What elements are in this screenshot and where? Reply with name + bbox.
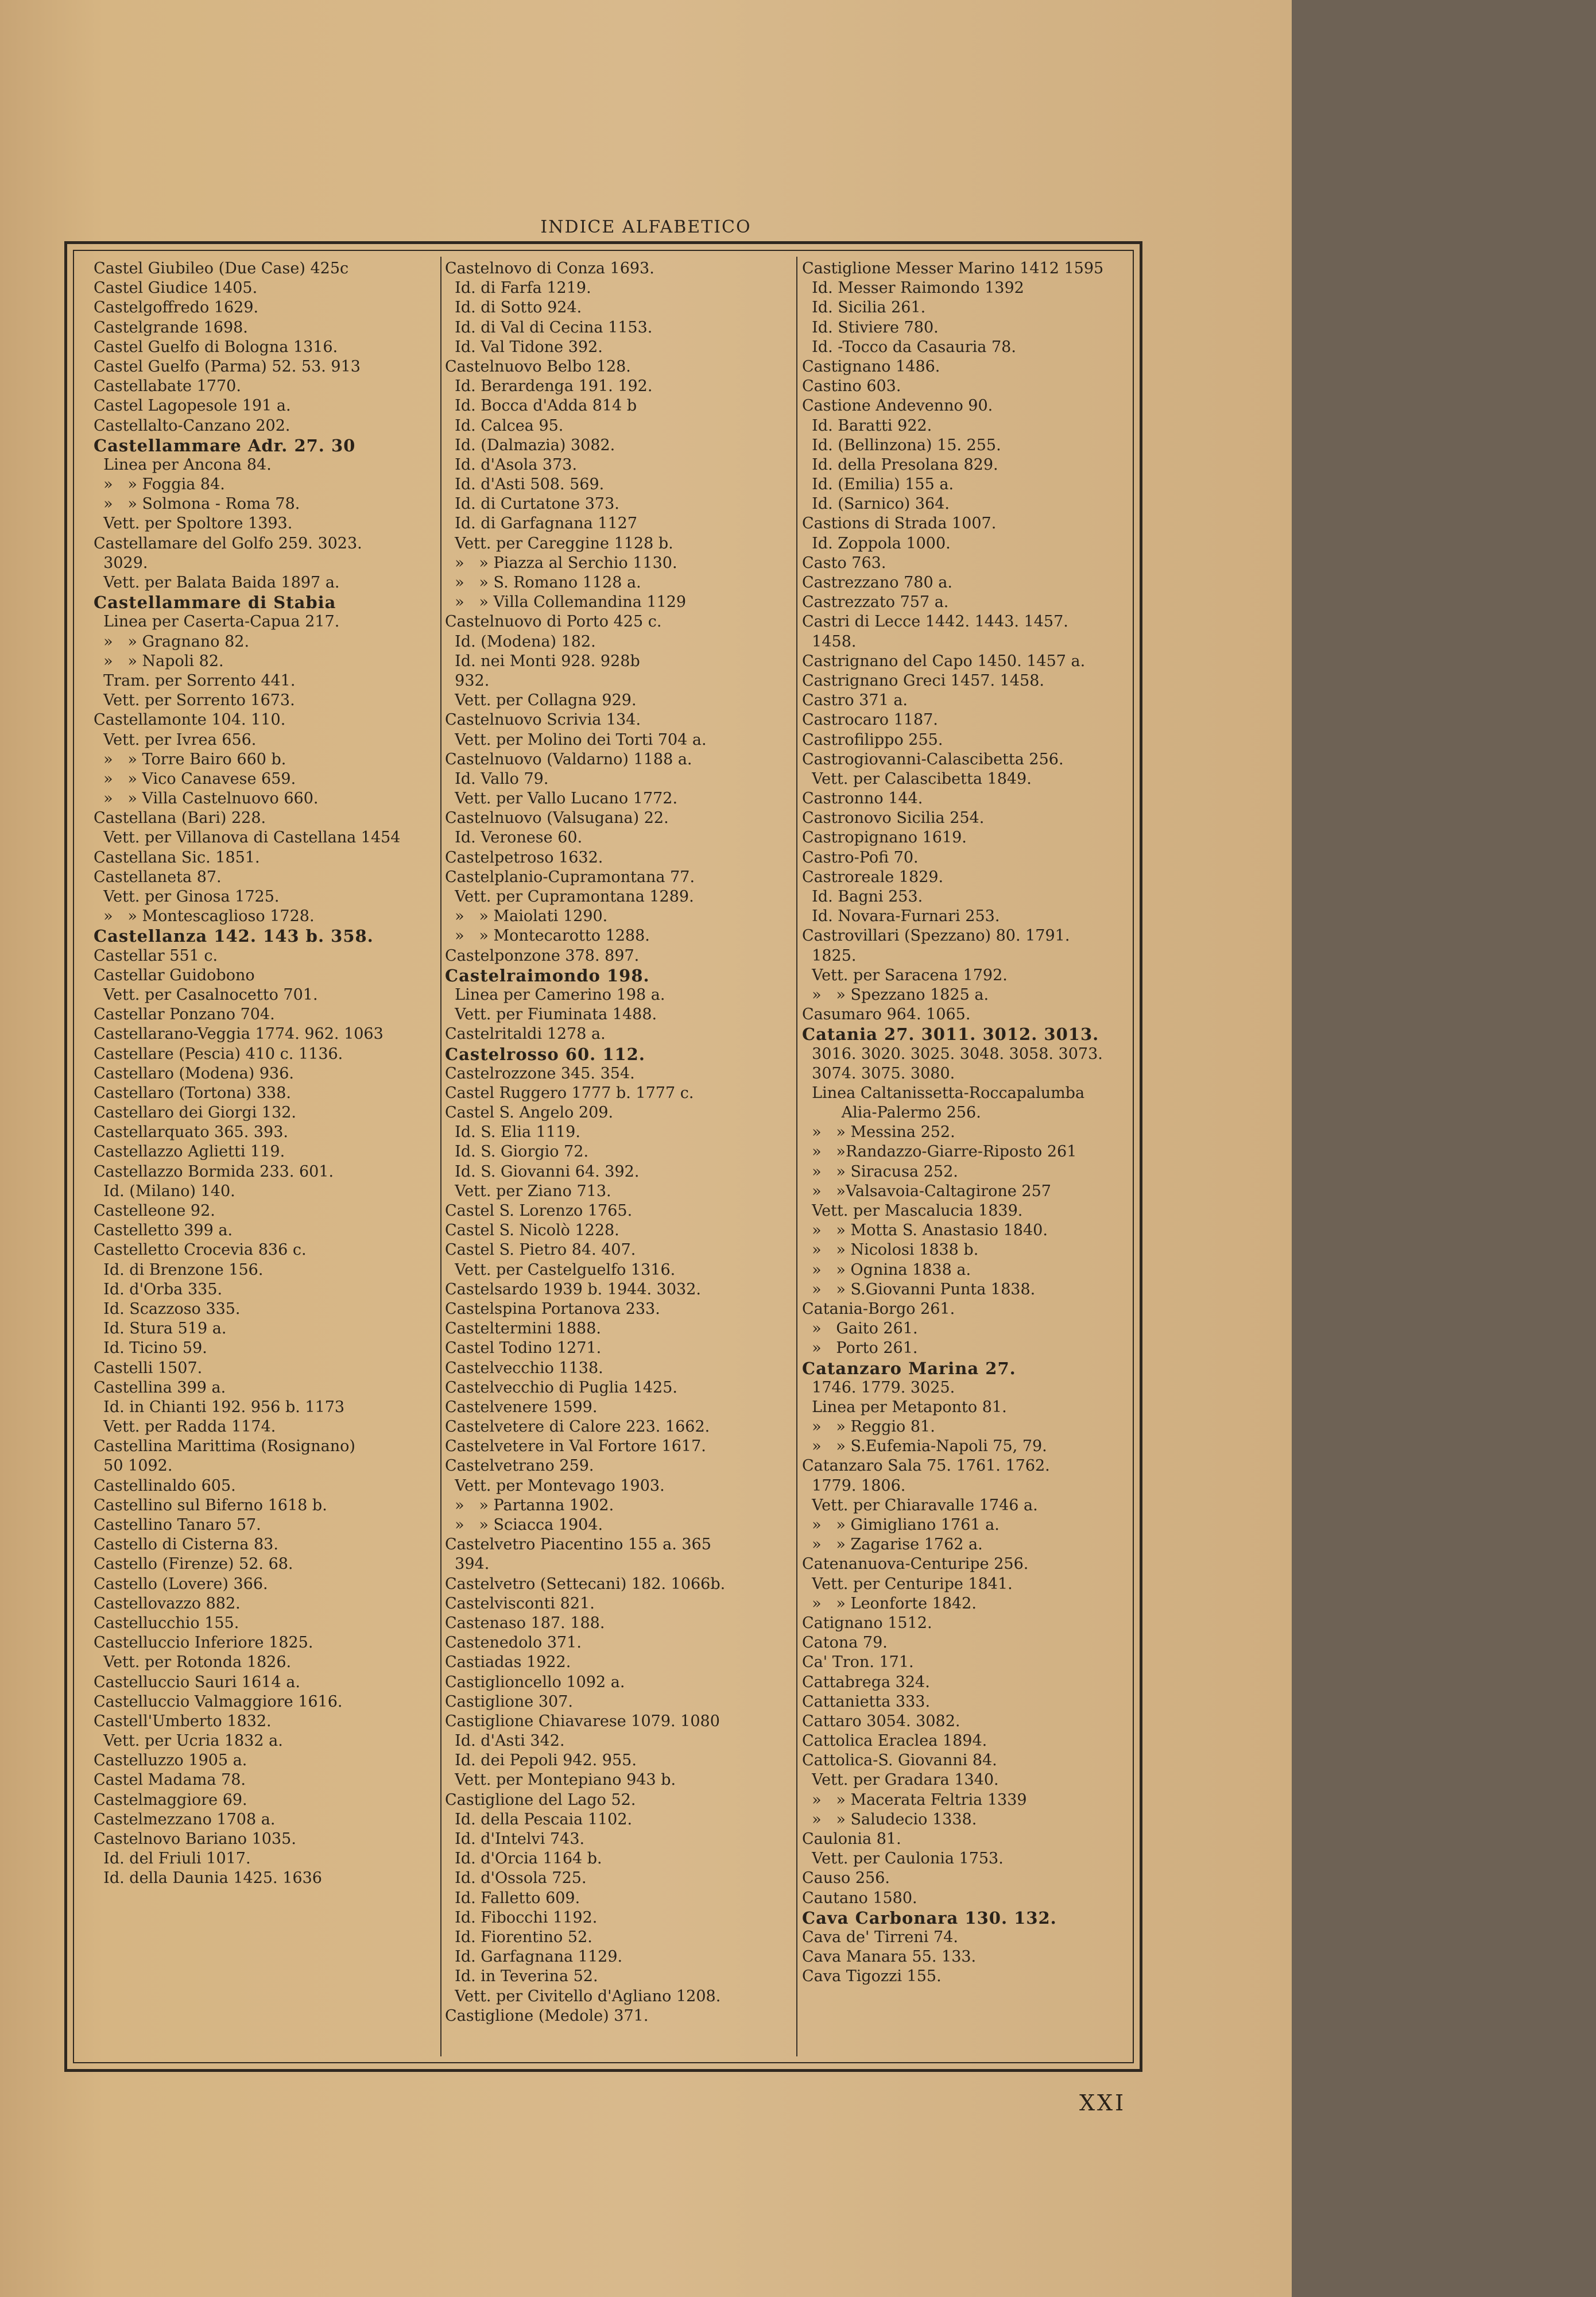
- index-entry: Vett. per Casalnocetto 701.: [94, 985, 318, 1004]
- index-entry: Id. dei Pepoli 942. 955.: [445, 1751, 637, 1770]
- index-entry: Catania-Borgo 261.: [802, 1300, 955, 1318]
- index-entry: Id. -Tocco da Casauria 78.: [802, 338, 1016, 356]
- index-entry: Castelluccio Valmaggiore 1616.: [94, 1692, 343, 1711]
- index-entry: Castel S. Pietro 84. 407.: [445, 1241, 636, 1259]
- index-entry: Tram. per Sorrento 441.: [94, 671, 296, 690]
- index-entry: Id. d'Asti 508. 569.: [445, 475, 605, 494]
- index-column-1: [94, 259, 438, 1889]
- index-entry: Id. d'Orba 335.: [94, 1280, 223, 1298]
- index-entry: Castelnuovo di Porto 425 c.: [445, 613, 662, 631]
- index-entry: » » Nicolosi 1838 b.: [802, 1241, 979, 1259]
- index-entry: Castelnuovo (Valdarno) 1188 a.: [445, 750, 692, 768]
- index-entry: » » Saludecio 1338.: [802, 1810, 977, 1828]
- index-entry: Castel S. Angelo 209.: [445, 1104, 614, 1122]
- index-entry: Castelmaggiore 69.: [94, 1791, 247, 1809]
- index-entry: » » S.Giovanni Punta 1838.: [802, 1280, 1036, 1298]
- index-entry: Castiglione Chiavarese 1079. 1080: [445, 1712, 720, 1730]
- index-entry: Id. del Friuli 1017.: [94, 1850, 251, 1868]
- index-entry: Castelsardo 1939 b. 1944. 3032.: [445, 1280, 701, 1298]
- index-entry: Id. della Presolana 829.: [802, 455, 998, 474]
- index-entry: 1779. 1806.: [802, 1476, 906, 1495]
- index-entry: Id. nei Monti 928. 928b: [445, 652, 640, 670]
- index-entry: Vett. per Molino dei Torti 704 a.: [445, 730, 707, 749]
- index-entry: Castellazzo Bormida 233. 601.: [94, 1162, 334, 1181]
- index-entry: Castellazzo Aglietti 119.: [94, 1143, 285, 1161]
- index-entry: Castiglione del Lago 52.: [445, 1791, 636, 1809]
- index-entry: Id. Stiviere 780.: [802, 318, 939, 337]
- index-entry: 3074. 3075. 3080.: [802, 1064, 955, 1082]
- index-entry: Id. Stura 519 a.: [94, 1320, 227, 1338]
- index-entry: Id. Val Tidone 392.: [445, 338, 603, 356]
- index-heading: Catanzaro Marina 27.: [802, 1358, 1016, 1378]
- index-entry: Castelrozzone 345. 354.: [445, 1064, 635, 1082]
- index-entry: Castelluzzo 1905 a.: [94, 1751, 247, 1770]
- index-entry: Id. di Sotto 924.: [445, 299, 582, 317]
- index-entry: Cattanietta 333.: [802, 1692, 931, 1711]
- index-entry: Castellarquato 365. 393.: [94, 1123, 288, 1142]
- index-entry: Castelluccio Sauri 1614 a.: [94, 1673, 300, 1691]
- index-entry: » Porto 261.: [802, 1339, 918, 1358]
- index-entry: Castro-Pofi 70.: [802, 848, 919, 867]
- index-entry: Id. Falletto 609.: [445, 1889, 580, 1907]
- index-entry: Catona 79.: [802, 1634, 888, 1652]
- index-entry: Vett. per Mascalucia 1839.: [802, 1202, 1023, 1220]
- index-entry: Vett. per Fiuminata 1488.: [445, 1006, 657, 1024]
- index-entry: Castelmezzano 1708 a.: [94, 1810, 276, 1828]
- index-entry: » » Reggio 81.: [802, 1418, 935, 1436]
- index-entry: Castelvetro (Settecani) 182. 1066b.: [445, 1575, 726, 1593]
- index-entry: Castelli 1507.: [94, 1359, 203, 1377]
- index-entry: Vett. per Rotonda 1826.: [94, 1653, 292, 1672]
- index-entry: Vett. per Calascibetta 1849.: [802, 769, 1032, 788]
- index-entry: Castignano 1486.: [802, 357, 940, 376]
- index-entry: 50 1092.: [94, 1457, 173, 1475]
- page-number: XXI: [1079, 2090, 1126, 2116]
- index-entry: Castiglione (Medole) 371.: [445, 2006, 649, 2025]
- index-entry: Castronovo Sicilia 254.: [802, 809, 985, 827]
- index-entry: Id. (Bellinzona) 15. 255.: [802, 436, 1001, 454]
- index-entry: Castellaro (Tortona) 338.: [94, 1084, 291, 1102]
- index-entry: Id. Calcea 95.: [445, 416, 564, 435]
- index-entry: Vett. per Ucria 1832 a.: [94, 1732, 283, 1750]
- index-entry: Castelnuovo Belbo 128.: [445, 357, 631, 376]
- index-entry: Id. S. Giovanni 64. 392.: [445, 1162, 640, 1181]
- index-entry: Id. Garfagnana 1129.: [445, 1948, 623, 1966]
- index-entry: » » Messina 252.: [802, 1123, 955, 1142]
- index-entry: Vett. per Centuripe 1841.: [802, 1575, 1013, 1593]
- index-entry: Cattaro 3054. 3082.: [802, 1712, 960, 1730]
- index-entry: Castelnovo di Conza 1693.: [445, 260, 654, 277]
- index-entry: Id. Fibocchi 1192.: [445, 1908, 598, 1927]
- index-column-2: [445, 259, 789, 2026]
- index-entry: Castione Andevenno 90.: [802, 397, 993, 415]
- index-entry: Vett. per Civitello d'Agliano 1208.: [445, 1987, 721, 2005]
- index-entry: Castelritaldi 1278 a.: [445, 1025, 606, 1043]
- index-entry: Casteltermini 1888.: [445, 1320, 601, 1338]
- index-entry: Castellina Marittima (Rosignano): [94, 1437, 355, 1456]
- index-entry: Castelplanio-Cupramontana 77.: [445, 868, 695, 886]
- index-entry: Castellucchio 155.: [94, 1614, 239, 1632]
- index-entry: Castel Madama 78.: [94, 1771, 246, 1789]
- index-entry: Castelnuovo Scrivia 134.: [445, 711, 641, 729]
- index-entry: Vett. per Balata Baida 1897 a.: [94, 574, 340, 591]
- index-entry: Linea Caltanissetta-Roccapalumba: [802, 1084, 1085, 1102]
- index-frame-inner: [73, 250, 1134, 2063]
- index-entry: Castino 603.: [802, 377, 901, 396]
- index-entry: Castellinaldo 605.: [94, 1476, 236, 1495]
- index-entry: Castelvetrano 259.: [445, 1457, 594, 1475]
- index-heading: Cava Carbonara 130. 132.: [802, 1908, 1057, 1928]
- index-entry: Castelletto Crocevia 836 c.: [94, 1241, 307, 1259]
- index-entry: Castropignano 1619.: [802, 829, 967, 847]
- index-entry: Id. Novara-Furnari 253.: [802, 907, 1000, 926]
- index-entry: » » Sciacca 1904.: [445, 1516, 603, 1534]
- index-entry: Castiglioncello 1092 a.: [445, 1673, 625, 1691]
- index-heading: Castellanza 142. 143 b. 358.: [94, 926, 374, 946]
- index-entry: » » Leonforte 1842.: [802, 1594, 977, 1612]
- index-entry: Castellino Tanaro 57.: [94, 1516, 261, 1534]
- index-entry: Castrovillari (Spezzano) 80. 1791.: [802, 927, 1070, 945]
- index-entry: Castellana (Bari) 228.: [94, 809, 266, 827]
- index-entry: Id. (Dalmazia) 3082.: [445, 436, 615, 454]
- index-entry: » » Partanna 1902.: [445, 1496, 614, 1514]
- index-entry: Id. Fiorentino 52.: [445, 1928, 592, 1946]
- index-entry: Cava de' Tirreni 74.: [802, 1928, 958, 1946]
- index-entry: Id. d'Intelvi 743.: [445, 1830, 585, 1848]
- index-entry: Castrogiovanni-Calascibetta 256.: [802, 750, 1064, 768]
- index-heading: Castelraimondo 198.: [445, 965, 650, 985]
- index-entry: Id. di Curtatone 373.: [445, 495, 619, 513]
- index-entry: Vett. per Chiaravalle 1746 a.: [802, 1496, 1038, 1514]
- index-heading: Catania 27. 3011. 3012. 3013.: [802, 1024, 1099, 1045]
- index-entry: Id. Vallo 79.: [445, 769, 549, 788]
- index-entry: Castellaneta 87.: [94, 868, 222, 886]
- index-entry: Vett. per Montepiano 943 b.: [445, 1771, 676, 1789]
- index-entry: 1825.: [802, 946, 857, 965]
- index-entry: » » Villa Castelnuovo 660.: [94, 790, 319, 808]
- index-entry: 1458.: [802, 632, 857, 651]
- index-entry: Castenaso 187. 188.: [445, 1614, 605, 1632]
- index-entry: Id. Bocca d'Adda 814 b: [445, 397, 637, 415]
- index-entry: Id. d'Ossola 725.: [445, 1869, 587, 1888]
- index-entry: Castelnovo Bariano 1035.: [94, 1830, 296, 1848]
- index-entry: Vett. per Saracena 1792.: [802, 966, 1008, 984]
- index-entry: Cava Manara 55. 133.: [802, 1948, 977, 1966]
- index-entry: Vett. per Careggine 1128 b.: [445, 534, 673, 552]
- index-entry: Id. Zoppola 1000.: [802, 534, 951, 552]
- index-entry: Casumaro 964. 1065.: [802, 1006, 971, 1024]
- index-entry: 1746. 1779. 3025.: [802, 1378, 955, 1397]
- index-entry: Id. della Daunia 1425. 1636: [94, 1869, 322, 1888]
- index-entry: Castellare (Pescia) 410 c. 1136.: [94, 1045, 343, 1063]
- index-entry: Cattolica-S. Giovanni 84.: [802, 1751, 997, 1770]
- index-heading: Castelrosso 60. 112.: [445, 1044, 645, 1064]
- index-entry: » » Torre Bairo 660 b.: [94, 750, 286, 768]
- index-entry: 3029.: [94, 554, 148, 572]
- index-entry: » » Spezzano 1825 a.: [802, 985, 989, 1004]
- index-entry: Cattolica Eraclea 1894.: [802, 1732, 987, 1750]
- index-entry: » » Macerata Feltria 1339: [802, 1791, 1027, 1809]
- index-entry: Castelgrande 1698.: [94, 318, 248, 337]
- index-entry: Castelvecchio di Puglia 1425.: [445, 1378, 677, 1397]
- index-entry: Vett. per Radda 1174.: [94, 1418, 276, 1436]
- index-column-3: [802, 259, 1141, 1987]
- index-entry: Id. Berardenga 191. 192.: [445, 377, 653, 396]
- index-entry: Vett. per Montevago 1903.: [445, 1476, 665, 1495]
- index-entry: Castiglione 307.: [445, 1692, 573, 1711]
- index-entry: Castel S. Nicolò 1228.: [445, 1221, 619, 1240]
- index-entry: Castellar Ponzano 704.: [94, 1006, 275, 1024]
- index-entry: Castelvetere in Val Fortore 1617.: [445, 1437, 706, 1456]
- index-entry: Id. di Farfa 1219.: [445, 279, 591, 297]
- index-entry: Vett. per Cupramontana 1289.: [445, 888, 694, 906]
- index-entry: Castel Lagopesole 191 a.: [94, 397, 291, 415]
- index-entry: Catenanuova-Centuripe 256.: [802, 1555, 1029, 1573]
- index-entry: Castelnuovo (Valsugana) 22.: [445, 809, 669, 827]
- index-entry: Id. Ticino 59.: [94, 1339, 207, 1358]
- index-entry: Castellovazzo 882.: [94, 1594, 241, 1612]
- index-entry: » » Solmona - Roma 78.: [94, 495, 300, 513]
- index-entry: Id. di Garfagnana 1127: [445, 515, 637, 533]
- index-entry: Castelvenere 1599.: [445, 1398, 598, 1416]
- index-entry: Vett. per Spoltore 1393.: [94, 515, 293, 533]
- index-entry: Castel Guelfo di Bologna 1316.: [94, 338, 338, 356]
- index-entry: Id. d'Orcia 1164 b.: [445, 1850, 602, 1868]
- index-entry: Vett. per Gradara 1340.: [802, 1771, 999, 1789]
- index-entry: Id. Baratti 922.: [802, 416, 932, 435]
- index-entry: Castelluccio Inferiore 1825.: [94, 1634, 313, 1652]
- index-entry: Castello (Lovere) 366.: [94, 1575, 268, 1593]
- index-entry: Castellamonte 104. 110.: [94, 711, 286, 729]
- index-entry: Castelvisconti 821.: [445, 1594, 595, 1612]
- index-entry: » » Zagarise 1762 a.: [802, 1536, 983, 1554]
- index-entry: Castellana Sic. 1851.: [94, 848, 260, 867]
- index-entry: Id. S. Giorgio 72.: [445, 1143, 589, 1161]
- index-entry: Castro 371 a.: [802, 691, 908, 710]
- index-entry: » » Ognina 1838 a.: [802, 1260, 971, 1279]
- index-entry: » » S.Eufemia-Napoli 75, 79.: [802, 1437, 1047, 1456]
- index-entry: Causo 256.: [802, 1869, 890, 1888]
- index-entry: Id. d'Asti 342.: [445, 1732, 565, 1750]
- index-entry: Castelvetere di Calore 223. 1662.: [445, 1418, 710, 1436]
- index-entry: Castel Ruggero 1777 b. 1777 c.: [445, 1084, 694, 1102]
- page-header: INDICE ALFABETICO: [540, 217, 751, 237]
- index-entry: Linea per Caserta-Capua 217.: [94, 613, 340, 631]
- index-entry: Castellalto-Canzano 202.: [94, 416, 290, 435]
- index-entry: Id. S. Elia 1119.: [445, 1123, 580, 1142]
- index-entry: Vett. per Vallo Lucano 1772.: [445, 790, 678, 808]
- index-entry: Castelvetro Piacentino 155 a. 365: [445, 1536, 711, 1554]
- index-entry: 3016. 3020. 3025. 3048. 3058. 3073.: [802, 1045, 1103, 1063]
- index-entry: Castell'Umberto 1832.: [94, 1712, 272, 1730]
- index-entry: » » Villa Collemandina 1129: [445, 593, 687, 612]
- index-entry: Castelgoffredo 1629.: [94, 299, 259, 317]
- index-entry: Id. (Milano) 140.: [94, 1182, 235, 1200]
- index-entry: Castelleone 92.: [94, 1202, 215, 1220]
- index-entry: » Gaito 261.: [802, 1320, 918, 1338]
- column-divider: [440, 257, 441, 2056]
- index-entry: Vett. per Villanova di Castellana 1454: [94, 829, 401, 847]
- index-entry: Castelpetroso 1632.: [445, 848, 603, 867]
- index-entry: » » Piazza al Serchio 1130.: [445, 554, 677, 572]
- index-entry: Id. d'Asola 373.: [445, 455, 578, 474]
- index-entry: » » Vico Canavese 659.: [94, 769, 296, 788]
- index-entry: » » Montecarotto 1288.: [445, 927, 650, 945]
- index-entry: Catanzaro Sala 75. 1761. 1762.: [802, 1457, 1050, 1475]
- index-entry: Castrocaro 1187.: [802, 711, 938, 729]
- index-entry: Castelletto 399 a.: [94, 1221, 233, 1240]
- index-frame: [64, 241, 1142, 2072]
- index-entry: Castrezzano 780 a.: [802, 574, 952, 591]
- index-entry: Id. Scazzoso 335.: [94, 1300, 241, 1318]
- index-entry: Catignano 1512.: [802, 1614, 932, 1632]
- index-entry: Castel S. Lorenzo 1765.: [445, 1202, 633, 1220]
- index-heading: Castellammare di Stabia: [94, 593, 336, 613]
- index-entry: Castello (Firenze) 52. 68.: [94, 1555, 293, 1573]
- index-entry: Id. Bagni 253.: [802, 888, 923, 906]
- index-entry: Id. (Emilia) 155 a.: [802, 475, 954, 494]
- index-heading: Castellammare Adr. 27. 30: [94, 435, 356, 455]
- index-entry: Vett. per Castelguelfo 1316.: [445, 1260, 676, 1279]
- index-entry: 394.: [445, 1555, 490, 1573]
- index-entry: » » Napoli 82.: [94, 652, 224, 670]
- index-entry: Castiadas 1922.: [445, 1653, 571, 1672]
- index-entry: Castenedolo 371.: [445, 1634, 582, 1652]
- index-entry: Alia-Palermo 256.: [802, 1104, 981, 1122]
- index-entry: Castelponzone 378. 897.: [445, 946, 640, 965]
- index-entry: Castellar 551 c.: [94, 946, 218, 965]
- index-entry: Id. Veronese 60.: [445, 829, 583, 847]
- index-entry: Castrofilippo 255.: [802, 730, 943, 749]
- index-entry: Vett. per Ginosa 1725.: [94, 888, 280, 906]
- index-entry: Castiglione Messer Marino 1412 1595: [802, 260, 1104, 277]
- index-entry: Linea per Metaponto 81.: [802, 1398, 1007, 1416]
- index-entry: » »Randazzo-Giarre-Riposto 261: [802, 1143, 1077, 1161]
- index-entry: Id. Messer Raimondo 1392: [802, 279, 1024, 297]
- index-entry: Castellarano-Veggia 1774. 962. 1063: [94, 1025, 383, 1043]
- index-entry: 932.: [445, 671, 490, 690]
- index-entry: Casto 763.: [802, 554, 886, 572]
- index-entry: Castel Guelfo (Parma) 52. 53. 913: [94, 357, 361, 376]
- index-entry: Castel Todino 1271.: [445, 1339, 602, 1358]
- index-entry: Id. di Val di Cecina 1153.: [445, 318, 653, 337]
- index-entry: Cautano 1580.: [802, 1889, 917, 1907]
- index-entry: Castello di Cisterna 83.: [94, 1536, 278, 1554]
- index-entry: » » Gragnano 82.: [94, 632, 250, 651]
- index-entry: » » Motta S. Anastasio 1840.: [802, 1221, 1048, 1240]
- index-entry: Id. (Sarnico) 364.: [802, 495, 950, 513]
- index-entry: Castellamare del Golfo 259. 3023.: [94, 534, 362, 552]
- index-entry: Cattabrega 324.: [802, 1673, 930, 1691]
- index-entry: Cava Tigozzi 155.: [802, 1967, 942, 1986]
- index-entry: Castellina 399 a.: [94, 1378, 226, 1397]
- index-entry: » » Maiolati 1290.: [445, 907, 608, 926]
- index-entry: » »Valsavoia-Caltagirone 257: [802, 1182, 1051, 1200]
- index-entry: Id. di Brenzone 156.: [94, 1260, 264, 1279]
- index-entry: Ca' Tron. 171.: [802, 1653, 914, 1672]
- index-entry: Vett. per Sorrento 1673.: [94, 691, 295, 710]
- index-entry: Castelvecchio 1138.: [445, 1359, 603, 1377]
- index-entry: Castions di Strada 1007.: [802, 515, 997, 533]
- index-entry: Id. in Teverina 52.: [445, 1967, 598, 1986]
- index-entry: Id. della Pescaia 1102.: [445, 1810, 633, 1828]
- index-entry: Castri di Lecce 1442. 1443. 1457.: [802, 613, 1068, 631]
- index-entry: Linea per Camerino 198 a.: [445, 985, 665, 1004]
- index-entry: Id. (Modena) 182.: [445, 632, 596, 651]
- index-entry: Castronno 144.: [802, 790, 923, 808]
- index-entry: Vett. per Collagna 929.: [445, 691, 637, 710]
- index-entry: Linea per Ancona 84.: [94, 455, 272, 474]
- index-entry: Castellino sul Biferno 1618 b.: [94, 1496, 327, 1514]
- index-entry: Castrignano Greci 1457. 1458.: [802, 671, 1044, 690]
- index-entry: Castrignano del Capo 1450. 1457 a.: [802, 652, 1086, 670]
- index-entry: Id. Sicilia 261.: [802, 299, 926, 317]
- index-entry: » » Foggia 84.: [94, 475, 225, 494]
- index-entry: Castellaro (Modena) 936.: [94, 1064, 294, 1082]
- index-entry: Id. in Chianti 192. 956 b. 1173: [94, 1398, 345, 1416]
- index-entry: Castroreale 1829.: [802, 868, 944, 886]
- index-entry: Vett. per Caulonia 1753.: [802, 1850, 1004, 1868]
- index-entry: » » Siracusa 252.: [802, 1162, 958, 1181]
- index-entry: Castellaro dei Giorgi 132.: [94, 1104, 297, 1122]
- index-entry: Vett. per Ziano 713.: [445, 1182, 611, 1200]
- index-entry: Castellabate 1770.: [94, 377, 241, 396]
- index-entry: Castellar Guidobono: [94, 966, 255, 984]
- column-divider: [796, 257, 797, 2056]
- index-entry: » » Montescaglioso 1728.: [94, 907, 315, 926]
- index-entry: Castelspina Portanova 233.: [445, 1300, 660, 1318]
- index-entry: Castel Giudice 1405.: [94, 279, 258, 297]
- index-entry: Vett. per Ivrea 656.: [94, 730, 257, 749]
- index-entry: Castrezzato 757 a.: [802, 593, 949, 612]
- index-entry: » » S. Romano 1128 a.: [445, 574, 641, 591]
- index-entry: Castel Giubileo (Due Case) 425c: [94, 260, 349, 277]
- index-entry: » » Gimigliano 1761 a.: [802, 1516, 1000, 1534]
- index-entry: Caulonia 81.: [802, 1830, 901, 1848]
